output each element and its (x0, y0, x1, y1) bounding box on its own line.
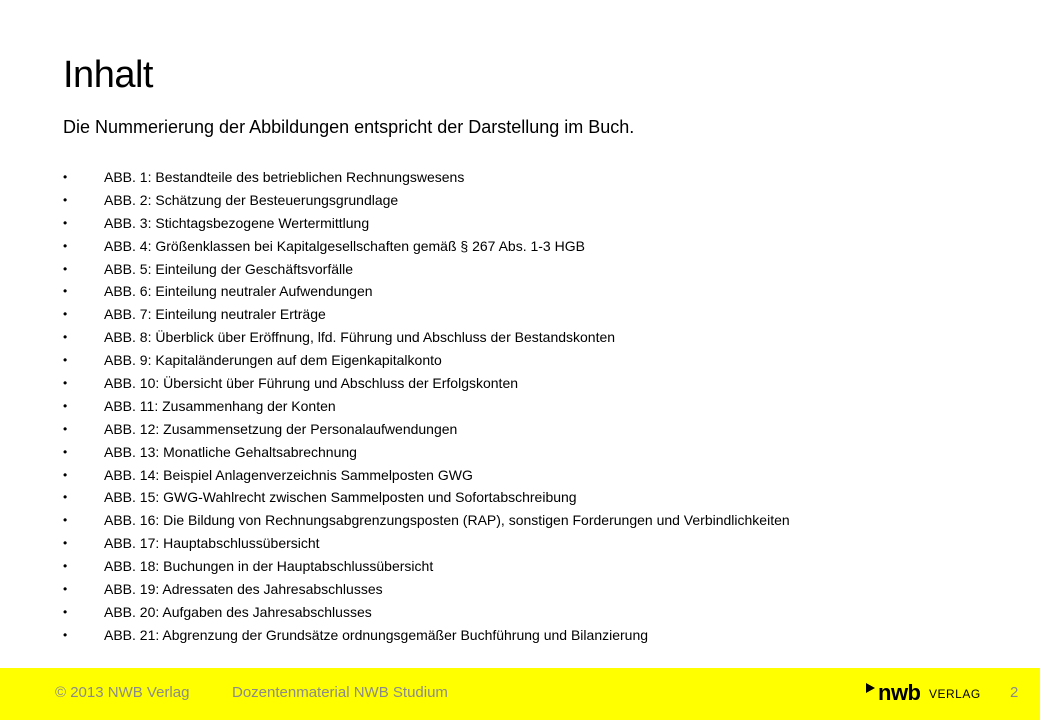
list-item (63, 303, 983, 326)
list-item-text: ABB. 4: Größenklassen bei Kapitalgesellschaften gemäß § 267 Abs. 1-3 HGB (104, 237, 585, 254)
list-item (63, 486, 983, 509)
list-item-text: ABB. 21: Abgrenzung der Grundsätze ordnungsgemäßer Buchführung und Bilanzierung (104, 626, 649, 643)
bullet-icon: • (63, 170, 68, 184)
list-item-text: ABB. 7: Einteilung neutraler Erträge (104, 306, 326, 323)
list-item-text: ABB. 8: Überblick über Eröffnung, lfd. Führung und Abschluss der Bestandskonten (104, 329, 616, 346)
list-item-text: ABB. 16: Die Bildung von Rechnungsabgrenzungsposten (RAP), sonstigen Forderungen und Verbindlichkeiten (104, 512, 790, 529)
list-item-text: ABB. 17: Hauptabschlussübersicht (104, 535, 320, 552)
list-item (63, 532, 983, 555)
list-item-text: ABB. 9: Kapitaländerungen auf dem Eigenkapitalkonto (104, 352, 442, 369)
list-item (63, 509, 983, 532)
list-item-text: ABB. 18: Buchungen in der Hauptabschlussübersicht (104, 558, 434, 575)
list-item (63, 578, 983, 601)
list-item (63, 235, 983, 258)
list-item (63, 418, 983, 441)
list-item-text: ABB. 11: Zusammenhang der Konten (104, 397, 336, 414)
list-item (63, 258, 983, 281)
list-item (63, 395, 983, 418)
bullet-icon: • (63, 398, 68, 413)
list-item-text: ABB. 10: Übersicht über Führung und Abschluss der Erfolgskonten (104, 375, 519, 392)
bullet-icon: • (63, 192, 68, 207)
bullet-icon: • (63, 536, 68, 551)
list-item (63, 624, 983, 647)
nwb-logo (866, 680, 981, 706)
figure-list (63, 166, 983, 647)
bullet-icon: • (63, 307, 68, 322)
list-item (63, 601, 983, 624)
list-item (63, 441, 983, 464)
list-item (63, 212, 983, 235)
footer-copyright: © 2013 NWB Verlag (55, 684, 190, 701)
bullet-icon: • (63, 261, 68, 276)
list-item-text: ABB. 20: Aufgaben des Jahresabschlusses (104, 603, 372, 620)
list-item-text: ABB. 12: Zusammensetzung der Personalaufwendungen (104, 420, 458, 437)
list-item (63, 326, 983, 349)
bullet-icon: • (63, 559, 68, 574)
bullet-icon: • (63, 376, 68, 391)
bullet-icon: • (63, 627, 68, 642)
list-item (63, 280, 983, 303)
page-title: Inhalt (63, 54, 153, 96)
bullet-icon: • (63, 215, 68, 230)
bullet-icon: • (63, 330, 68, 345)
list-item (63, 166, 983, 189)
footer-material-label: Dozentenmaterial NWB Studium (232, 684, 448, 701)
bullet-icon: • (63, 513, 68, 528)
bullet-icon: • (63, 582, 68, 597)
list-item (63, 555, 983, 578)
bullet-icon: • (63, 467, 68, 482)
bullet-icon: • (63, 490, 68, 505)
list-item-text: ABB. 3: Stichtagsbezogene Wertermittlung (104, 214, 370, 231)
footer-bar (0, 668, 1040, 720)
list-item (63, 349, 983, 372)
logo-arrow-icon (866, 683, 875, 693)
list-item-text: ABB. 13: Monatliche Gehaltsabrechnung (104, 443, 357, 460)
list-item (63, 372, 983, 395)
list-item-text: ABB. 6: Einteilung neutraler Aufwendungen (104, 283, 373, 300)
list-item-text: ABB. 2: Schätzung der Besteuerungsgrundlage (104, 191, 399, 208)
list-item-text: ABB. 14: Beispiel Anlagenverzeichnis Sammelposten GWG (104, 466, 473, 483)
page-number: 2 (1010, 684, 1019, 701)
bullet-icon: • (63, 284, 68, 299)
list-item-text: ABB. 15: GWG-Wahlrecht zwischen Sammelposten und Sofortabschreibung (104, 489, 577, 506)
bullet-icon: • (63, 444, 68, 459)
bullet-icon: • (63, 353, 68, 368)
bullet-icon: • (63, 421, 68, 436)
logo-wordmark: nwb (878, 680, 921, 705)
bullet-icon: • (63, 604, 68, 619)
list-item-text: ABB. 19: Adressaten des Jahresabschlusses (104, 581, 383, 598)
logo-verlag-text: VERLAG (929, 687, 981, 701)
list-item-text: ABB. 5: Einteilung der Geschäftsvorfälle (104, 260, 354, 277)
list-item-text: ABB. 1: Bestandteile des betrieblichen Rechnungswesens (104, 169, 465, 185)
list-item (63, 189, 983, 212)
subtitle: Die Nummerierung der Abbildungen entspricht der Darstellung im Buch. (63, 117, 635, 137)
list-item (63, 464, 983, 487)
bullet-icon: • (63, 238, 68, 253)
